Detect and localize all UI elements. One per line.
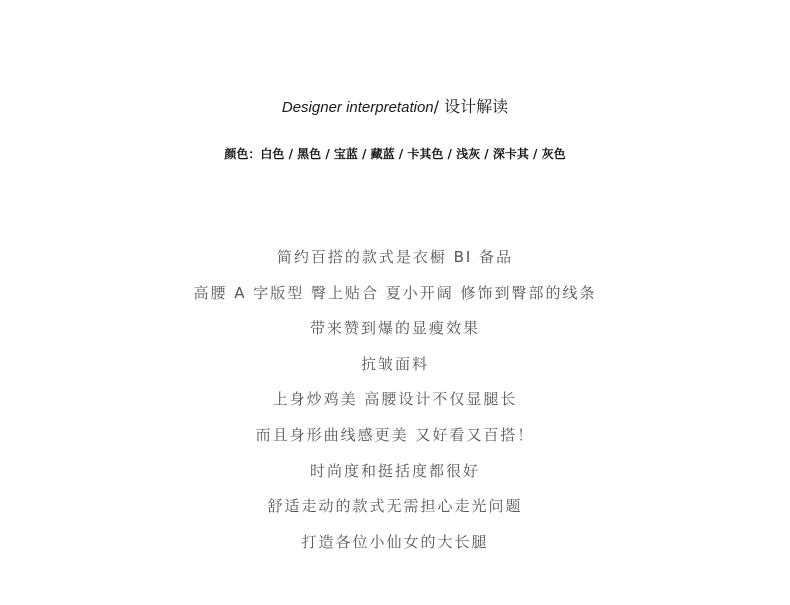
description-line: 抗皱面料: [360, 354, 429, 373]
description-line: 简约百搭的款式是衣橱 BI 备品: [276, 248, 514, 266]
description-line: 上身炒鸡美 高腰设计不仅显腿长: [272, 390, 518, 409]
heading-chinese: / 设计解读: [433, 97, 509, 116]
description-line: 舒适走动的款式无需担心走光问题: [267, 497, 523, 516]
section-heading: [0, 96, 790, 119]
heading-english: Designer interpretation: [281, 99, 434, 116]
description-line: 而且身形曲线感更美 又好看又百搭！: [255, 425, 535, 444]
description-list: [0, 245, 790, 565]
description-line: 带来赞到爆的显瘦效果: [309, 319, 480, 338]
description-line: 打造各位小仙女的大长腿: [301, 532, 489, 551]
description-line: 高腰 A 字版型 臀上贴合 夏小开阔 修饰到臀部的线条: [193, 283, 597, 302]
description-line: 时尚度和挺括度都很好: [309, 461, 480, 480]
color-options-line: 颜色：白色 / 黑色 / 宝蓝 / 藏蓝 / 卡其色 / 浅灰 / 深卡其 / 灰色: [224, 147, 566, 161]
